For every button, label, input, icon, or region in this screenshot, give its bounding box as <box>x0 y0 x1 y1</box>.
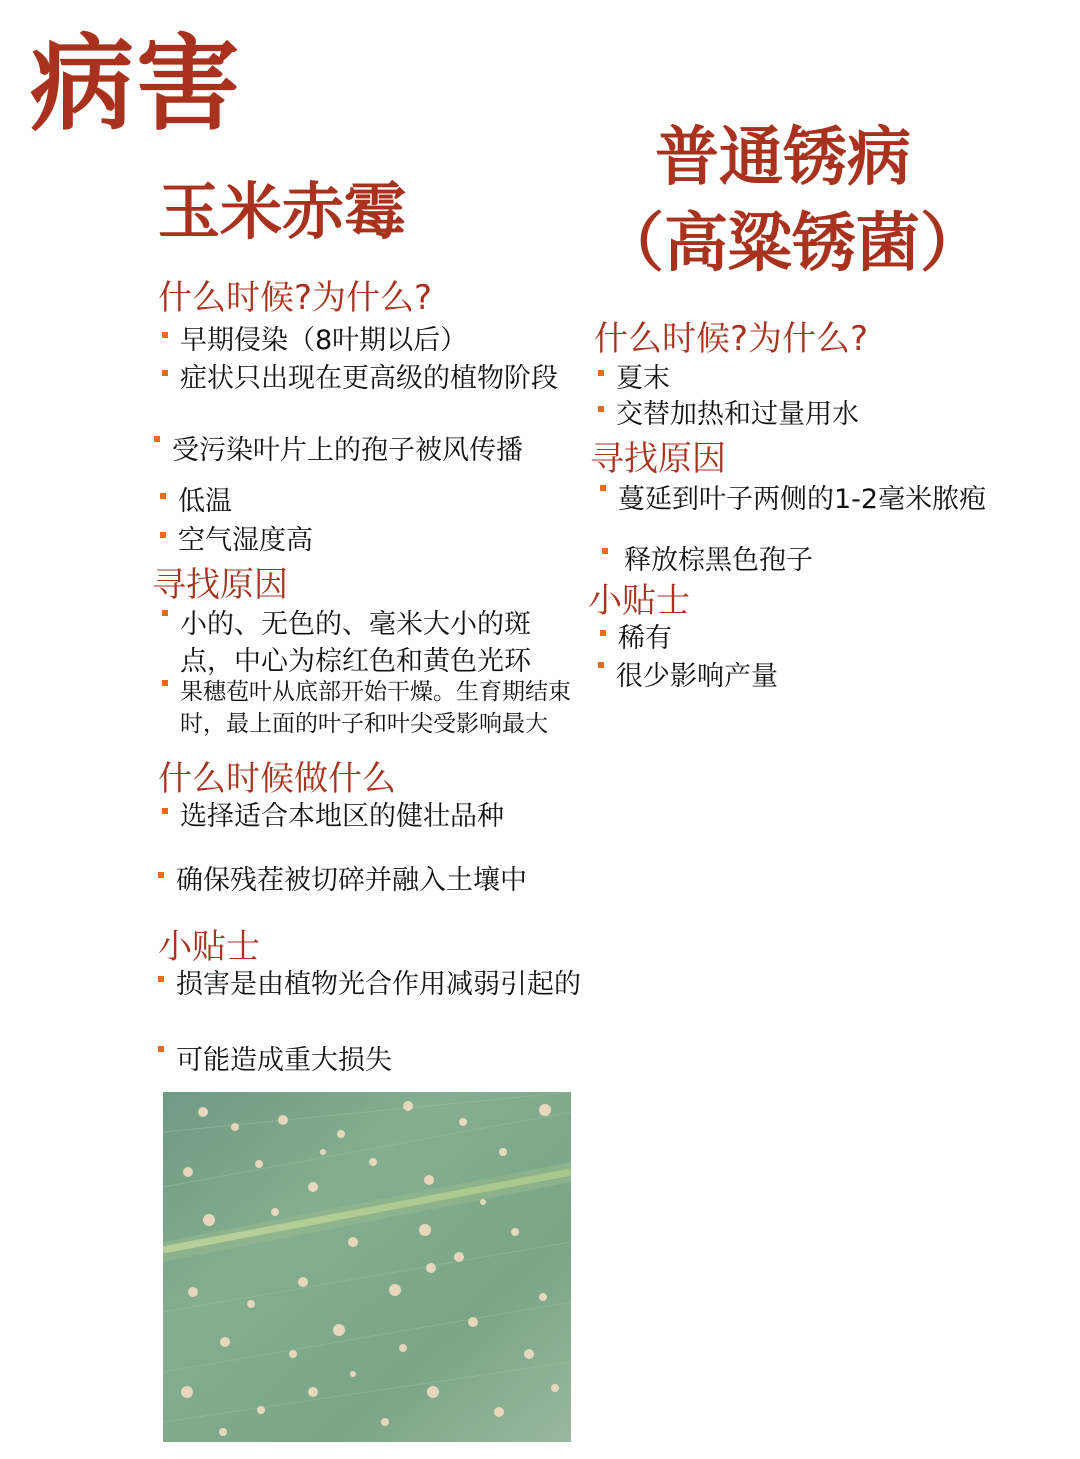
bullet-icon <box>600 630 606 636</box>
bullet-icon <box>160 493 166 499</box>
bullet-icon <box>162 370 168 376</box>
list-item: 空气湿度高 <box>158 522 598 559</box>
bullet-icon <box>162 332 168 338</box>
list-item: 小的、无色的、毫米大小的斑点，中心为棕红色和黄色光环 <box>160 606 580 680</box>
list-item: 可能造成重大损失 <box>156 1042 606 1079</box>
list-item: 很少影响产量 <box>596 658 1056 695</box>
list-item: 夏末 <box>596 360 1056 397</box>
list-item: 确保残茬被切碎并融入土壤中 <box>156 862 596 899</box>
bullet-icon <box>158 1046 164 1052</box>
list-item: 低温 <box>158 483 598 520</box>
left-tips-heading: 小贴士 <box>158 927 260 967</box>
list-item: 早期侵染（8叶期以后） <box>160 322 600 359</box>
bullet-icon <box>598 370 604 376</box>
right-disease-subtitle: （高粱锈菌） <box>600 207 984 281</box>
list-item: 受污染叶片上的孢子被风传播 <box>152 432 602 469</box>
bullet-icon <box>158 976 164 982</box>
list-item: 蔓延到叶子两侧的1-2毫米脓疱 <box>598 481 1068 518</box>
list-item: 选择适合本地区的健壮品种 <box>160 798 600 835</box>
right-look-for-heading: 寻找原因 <box>590 439 726 479</box>
page-title: 病害 <box>30 23 243 145</box>
list-item: 果穗苞叶从底部开始干燥。生育期结束时，最上面的叶子和叶尖受影响最大 <box>160 676 580 740</box>
bullet-icon <box>162 808 168 814</box>
left-what-to-do-heading: 什么时候做什么 <box>158 759 396 799</box>
left-look-for-heading: 寻找原因 <box>152 565 288 605</box>
right-disease-title: 普通锈病 <box>655 121 911 195</box>
left-disease-title: 玉米赤霉 <box>158 175 407 248</box>
right-when-why-heading: 什么时候?为什么? <box>594 319 869 359</box>
list-item: 症状只出现在更高级的植物阶段 <box>160 360 580 397</box>
list-item: 交替加热和过量用水 <box>596 396 1056 433</box>
bullet-icon <box>160 532 166 538</box>
bullet-icon <box>158 872 164 878</box>
bullet-icon <box>162 610 168 616</box>
list-item: 损害是由植物光合作用减弱引起的 <box>156 966 606 1003</box>
list-item: 释放棕黑色孢子 <box>600 542 1060 579</box>
bullet-icon <box>162 680 168 686</box>
bullet-icon <box>598 662 604 668</box>
bullet-icon <box>602 548 608 554</box>
left-when-why-heading: 什么时候?为什么? <box>158 278 433 318</box>
bullet-icon <box>598 406 604 412</box>
right-tips-heading: 小贴士 <box>588 581 690 621</box>
leaf-photo <box>163 1092 571 1442</box>
list-item: 稀有 <box>598 620 1058 657</box>
bullet-icon <box>600 485 606 491</box>
bullet-icon <box>154 436 160 442</box>
